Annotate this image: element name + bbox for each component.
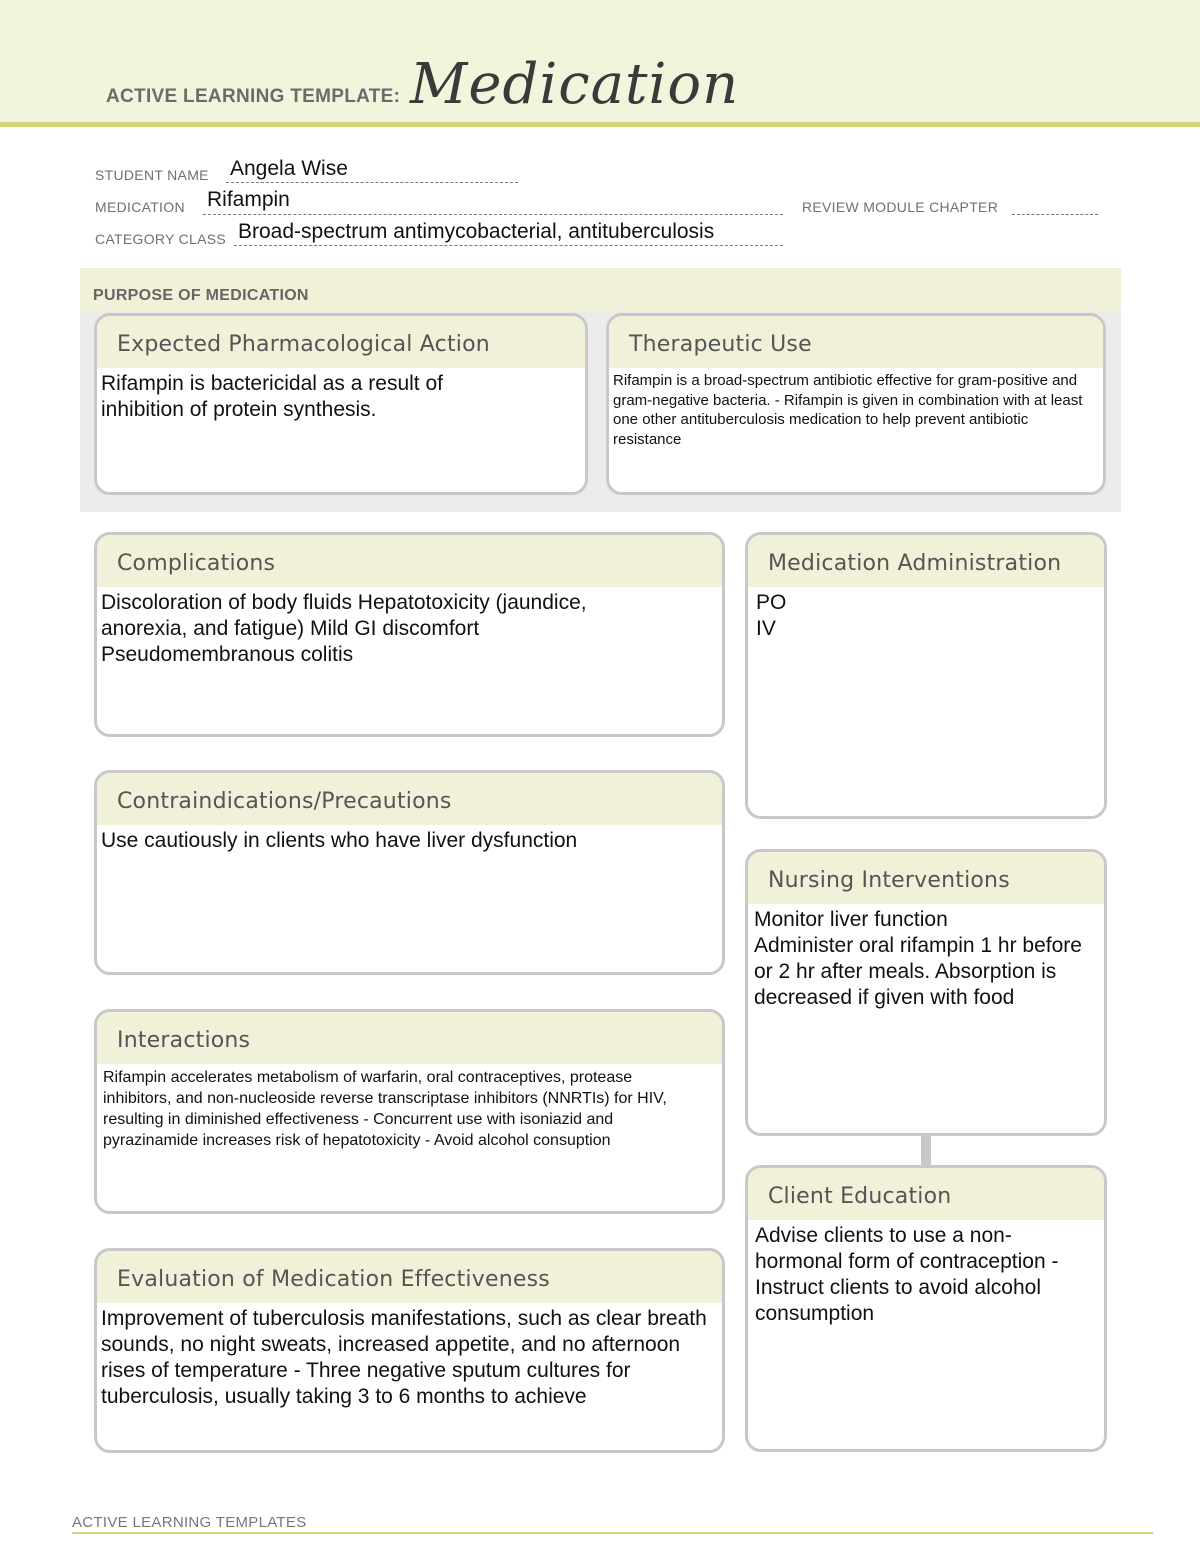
- review-module-label: REVIEW MODULE CHAPTER: [802, 199, 999, 215]
- student-name-label: STUDENT NAME: [95, 167, 209, 183]
- contraindications-title: Contraindications/Precautions: [97, 773, 722, 825]
- client-education-text[interactable]: Advise clients to use a non-hormonal form of contraception - Instruct clients to avoid alcohol consumption: [755, 1224, 1059, 1325]
- interactions-text[interactable]: Rifampin accelerates metabolism of warfarin, oral contraceptives, protease inhibitors, and non-nucleoside reverse transcriptase inhibitors (NNRTIs) for HIV, resulting in diminished effectiveness - Concurrent use with isoniazid and pyrazinamide increases risk of hepatotoxicity - Avoid alcohol consuption: [103, 1069, 667, 1149]
- nursing-intervention-item[interactable]: Monitor liver function: [754, 908, 948, 931]
- nursing-interventions-title: Nursing Interventions: [748, 852, 1104, 904]
- student-name-line: [226, 182, 518, 183]
- purpose-label: PURPOSE OF MEDICATION: [93, 287, 309, 304]
- header-rule: [0, 122, 1200, 127]
- category-class-label: CATEGORY CLASS: [95, 231, 227, 247]
- therapeutic-use-title: Therapeutic Use: [609, 316, 1103, 368]
- evaluation-card: [94, 1248, 725, 1453]
- medication-value[interactable]: Rifampin: [207, 188, 290, 211]
- medication-administration-card: [745, 532, 1107, 819]
- therapeutic-use-text[interactable]: Rifampin is a broad-spectrum antibiotic effective for gram-positive and gram-negative bacteria. - Rifampin is given in combination with at least one other antituberculosis medication to help prevent antibiotic resistance: [613, 372, 1083, 448]
- nursing-interventions-body: [748, 904, 1104, 1011]
- footer-label: ACTIVE LEARNING TEMPLATES: [72, 1514, 307, 1531]
- therapeutic-use-card: [606, 313, 1106, 495]
- expected-action-title: Expected Pharmacological Action: [97, 316, 585, 368]
- medication-label: MEDICATION: [95, 199, 185, 215]
- client-education-card: [745, 1165, 1107, 1452]
- medication-line: [203, 214, 783, 215]
- complications-card: [94, 532, 725, 737]
- template-title: Medication: [410, 52, 740, 117]
- medication-administration-title: Medication Administration: [748, 535, 1104, 587]
- contraindications-text[interactable]: Use cautiously in clients who have liver dysfunction: [101, 829, 578, 852]
- expected-action-text[interactable]: Rifampin is bactericidal as a result of inhibition of protein synthesis.: [101, 372, 443, 421]
- review-module-line: [1012, 214, 1098, 215]
- administration-route[interactable]: PO: [756, 591, 787, 614]
- nursing-intervention-item[interactable]: Administer oral rifampin 1 hr before or 2 hr after meals. Absorption is decreased if given with food: [754, 934, 1082, 1009]
- template-label: ACTIVE LEARNING TEMPLATE:: [106, 86, 401, 107]
- evaluation-title: Evaluation of Medication Effectiveness: [97, 1251, 722, 1303]
- interactions-card: [94, 1009, 725, 1214]
- category-class-line: [234, 245, 783, 246]
- interactions-title: Interactions: [97, 1012, 722, 1064]
- contraindications-card: [94, 770, 725, 975]
- category-class-value[interactable]: Broad-spectrum antimycobacterial, antituberculosis: [238, 220, 715, 243]
- evaluation-text[interactable]: Improvement of tuberculosis manifestations, such as clear breath sounds, no night sweats, increased appetite, and no afternoon rises of temperature - Three negative sputum cultures for tuberculosis, usually taking 3 to 6 months to achieve: [101, 1307, 707, 1408]
- complications-text[interactable]: Discoloration of body fluids Hepatotoxicity (jaundice, anorexia, and fatigue) Mild GI discomfort Pseudomembranous colitis: [101, 591, 587, 666]
- medication-administration-body: [748, 587, 1104, 642]
- connector-bar: [921, 1134, 931, 1166]
- complications-title: Complications: [97, 535, 722, 587]
- student-name-value[interactable]: Angela Wise: [230, 157, 348, 180]
- nursing-interventions-card: [745, 849, 1107, 1136]
- client-education-title: Client Education: [748, 1168, 1104, 1220]
- footer-rule: [72, 1532, 1153, 1534]
- administration-route[interactable]: IV: [756, 617, 776, 640]
- expected-action-card: [94, 313, 588, 495]
